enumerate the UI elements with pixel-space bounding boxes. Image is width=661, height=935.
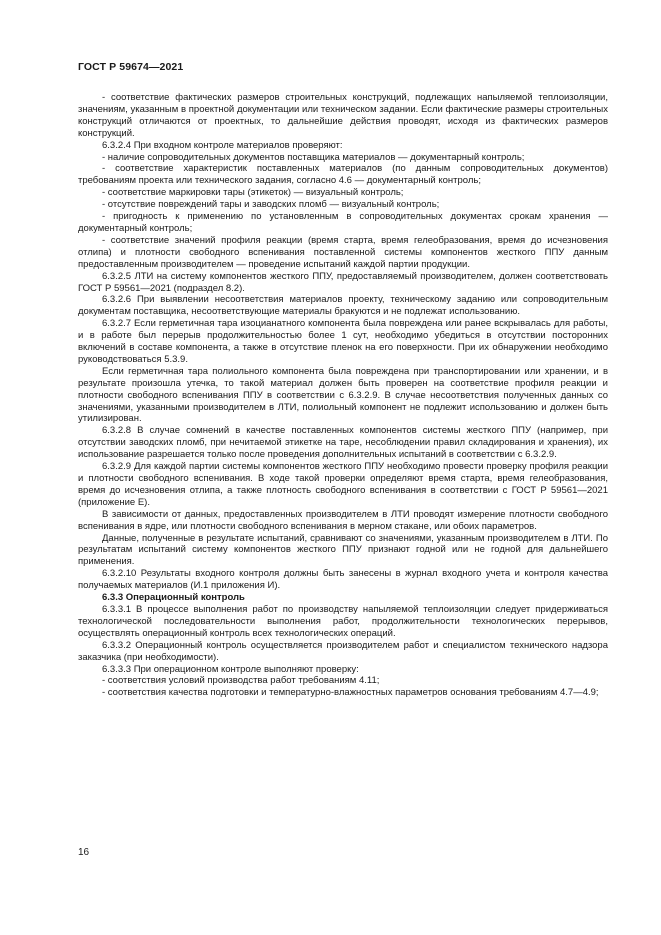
paragraph: - соответствие фактических размеров строительных конструкций, подлежащих напыляемой теплоизоляции, значениям, указанным в проектной документации или техническом задании. Если фактические размеры строительных конструкций отличаются от проектных, то дальнейшие действия проводят, исходя из фактических размеров конструкций. <box>78 92 608 139</box>
document-body <box>78 92 608 699</box>
paragraph: 6.3.2.6 При выявлении несоответствия материалов проекту, техническому заданию или сопроводительным документам поставщика, несоответствующие материалы бракуются и не подлежат использованию. <box>78 294 608 318</box>
paragraph: 6.3.2.10 Результаты входного контроля должны быть занесены в журнал входного учета и контроля качества получаемых материалов (И.1 приложения И). <box>78 568 608 592</box>
paragraph: - соответствие значений профиля реакции (время старта, время гелеобразования, время до исчезновения отлипа) и плотности свободного вспенивания поставленной системы компонентов жесткого ППУ данным предоставленным производителем — проведение испытаний каждой партии продукции. <box>78 234 608 270</box>
page-number: 16 <box>78 847 90 858</box>
paragraph: 6.3.3.3 При операционном контроле выполняют проверку: <box>102 663 359 675</box>
document-header: ГОСТ Р 59674—2021 <box>78 61 184 73</box>
paragraph: 6.3.3.1 В процессе выполнения работ по производству напыляемой теплоизоляции следует придерживаться технологической последовательности выполнения работ, продолжительности технологических перерывов, осуществлять операционный контроль всех технологических операций. <box>78 603 608 639</box>
paragraph: Данные, полученные в результате испытаний, сравнивают со значениями, указанным производителем в ЛТИ. По результатам испытаний систему компонентов жесткого ППУ признают годной или не годной для дальнейшего применения. <box>78 532 608 568</box>
paragraph: Если герметичная тара полиольного компонента была повреждена при транспортировании или хранении, и в результате произошла утечка, то такой материал должен быть проверен на соответствие профиля реакции и плотности свободного вспенивания ППУ в соответствии с 6.3.2.9. В случае несоответствия полученных данных со значениями, указанными производителем в ЛТИ, полиольный компонент не подлежит использованию и должен быть утилизирован. <box>78 365 608 425</box>
paragraph: 6.3.2.4 При входном контроле материалов проверяют: <box>102 139 343 151</box>
paragraph: - соответствия условий производства работ требованиям 4.11; <box>102 675 380 687</box>
paragraph: 6.3.2.8 В случае сомнений в качестве поставленных компонентов системы жесткого ППУ (например, при отсутствии заводских пломб, при нечитаемой этикетке на таре, несоблюдении правил складирования и хранения), их использование разрешается только после проведения дополнительных испытаний в соответствии с 6.3.2.9. <box>78 425 608 461</box>
paragraph: 6.3.2.5 ЛТИ на систему компонентов жесткого ППУ, предоставляемый производителем, должен соответствовать ГОСТ Р 59561—2021 (подраздел 8.2). <box>78 270 608 294</box>
paragraph: 6.3.2.7 Если герметичная тара изоцианатного компонента была повреждена или ранее вскрывалась для работы, и в работе был перерыв продолжительностью более 1 сут, необходимо убедиться в отсутствии посторонних включений в составе компонента, а также в отсутствие пленок на его поверхности. При их обнаружении необходимо руководствоваться 5.3.9. <box>78 318 608 365</box>
paragraph: - соответствие характеристик поставленных материалов (по данным сопроводительных документов) требованиям проекта или технического задания, согласно 4.6 — документарный контроль; <box>78 163 608 187</box>
paragraph: - отсутствие повреждений тары и заводских пломб — визуальный контроль; <box>102 199 440 211</box>
paragraph: - соответствия качества подготовки и температурно-влажностных параметров основания требованиям 4.7—4.9; <box>102 687 599 699</box>
paragraph: 6.3.2.9 Для каждой партии системы компонентов жесткого ППУ необходимо провести проверку профиля реакции и плотности свободного вспенивания. В ходе такой проверки определяют время старта, время гелеобразования, время до исчезновения отлипа, а также плотность свободного вспенивания в соответствии с ГОСТ Р 59561—2021 (приложение Е). <box>78 461 608 508</box>
paragraph: 6.3.3.2 Операционный контроль осуществляется производителем работ и специалистом технического надзора заказчика (при необходимости). <box>78 639 608 663</box>
section-heading: 6.3.3 Операционный контроль <box>102 592 245 604</box>
paragraph: В зависимости от данных, предоставленных производителем в ЛТИ проводят измерение плотности свободного вспенивания в ядре, или плотности свободного вспенивания в мерном стакане, или обоих параметров. <box>78 508 608 532</box>
paragraph: - наличие сопроводительных документов поставщика материалов — документарный контроль; <box>102 151 525 163</box>
paragraph: - соответствие маркировки тары (этикеток) — визуальный контроль; <box>102 187 404 199</box>
paragraph: - пригодность к применению по установленным в сопроводительных документах срокам хранения — документарный контроль; <box>78 211 608 234</box>
